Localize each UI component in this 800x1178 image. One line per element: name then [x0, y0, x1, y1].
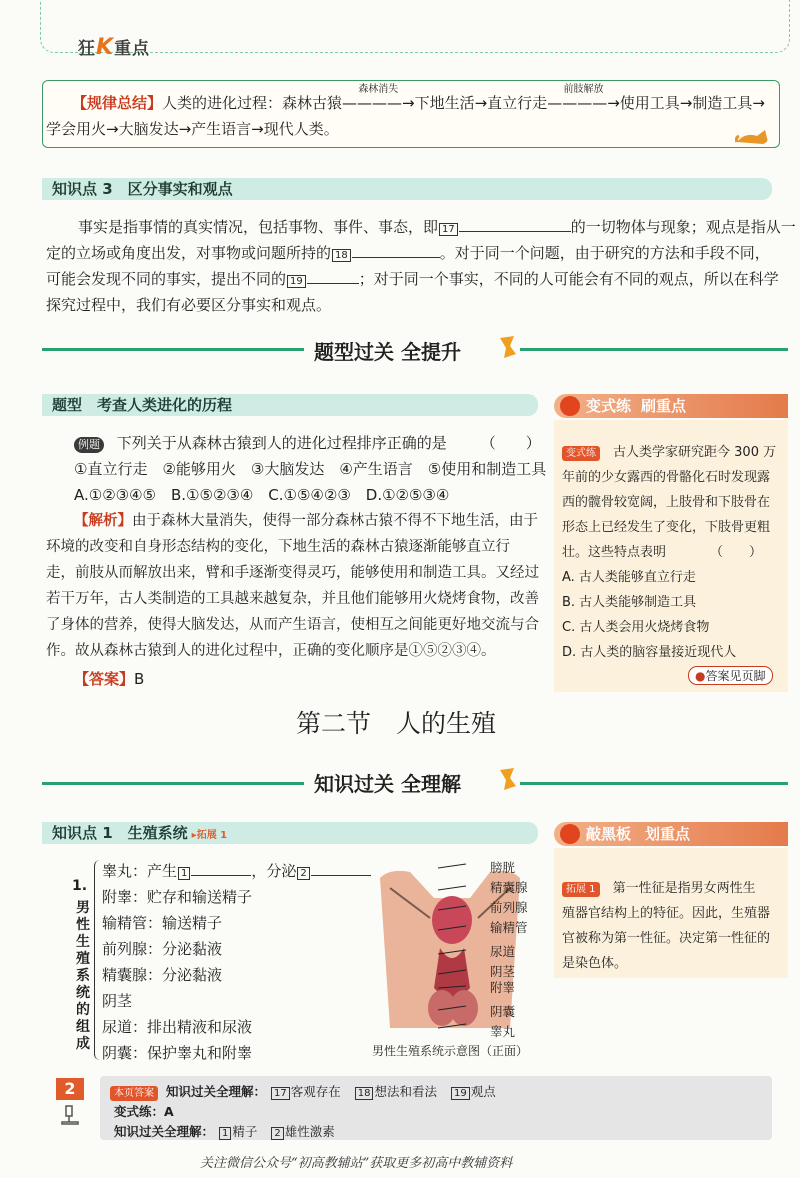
example-items: ①直立行走 ②能够用火 ③大脑发达 ④产生语言 ⑤使用和制造工具 — [74, 460, 547, 478]
brand-logo: 狂K重点 — [78, 35, 151, 60]
kp3-line1: 事实是指事情的真实情况，包括事物、事件、事态，即 17 的一切物体与现象；观点是指从一 — [78, 218, 796, 236]
microscope-icon — [58, 1104, 82, 1126]
rule-summary-line1: 【规律总结】人类的进化过程：森林古猿 森林消失 ————→下地生活→直立行走 前肢解放 ————→使用工具→制造工具→ — [72, 84, 765, 112]
example-question: 例题 下列关于从森林古猿到人的进化过程排序正确的是 （ ） — [74, 430, 541, 456]
section2-rule-right — [520, 782, 788, 785]
chapter-title: 第二节 人的生殖 — [296, 709, 497, 738]
answer-note-badge: ●答案见页脚 — [688, 666, 773, 685]
arrow-forelimb-free: 前肢解放 ————→ — [547, 84, 620, 112]
section-rule-left — [42, 348, 304, 351]
blackboard-text: 拓展 1 第一性征是指男女两性生 殖器官结构上的特征。因此，生殖器 官被称为第一性征。决定第一性征的 是染色体。 — [562, 881, 771, 971]
arrow-forest-disappear: 森林消失 ————→ — [342, 84, 415, 112]
example-options: A.①②③④⑤ B.①⑤②③④ C.①⑤④②③ D.①②⑤③④ — [74, 486, 450, 504]
kp3-line3: 可能会发现不同的事实，提出不同的 19 ；对于同一个事实，不同的人可能会有不同的观点，所以在科学 — [46, 270, 779, 288]
variant-question: 变式练 古人类学家研究距今 300 万 年前的少女露西的骨骼化石时发现露 西的髋骨较宽阔，上肢骨和下肢骨在 形态上已经发生了变化，下肢骨更粗 壮。这些特点表明 （ ） A. 古人类能够直立行走 B. 古人类能够制造工具 C. 古人类会用火烧烤食物 D. 古人类的脑容量接近现代人 — [562, 440, 784, 665]
example-analysis: 【解析】由于森林大量消失，使得一部分森林古猿不得不下地生活，由于 环境的改变和自身形态结构的变化，下地生活的森林古猿逐渐能够直立行 走，前肢从而解放出来，臂和手逐渐变得灵巧，能够使用和制造工具。又经过 若干万年，古人类制造的工具越来越复杂，并且他们能够用火烧烤食物，改善 了身体的营养，使得大脑发达，从而产生语言，使相互之间能更好地交流与合 作。故从森林古猿到人的进化过程中，正确的变化顺序是①⑤②③④。 — [46, 512, 539, 659]
variant-option-b: B. 古人类能够制造工具 — [562, 595, 697, 610]
diagram-labels: 膀胱 精囊腺 前列腺 输精管 尿道 阴茎 附睾 阴囊 睾丸 — [490, 860, 528, 1039]
kp1-title: 知识点 1 生殖系统 ▸拓展 1 — [42, 822, 538, 844]
header-frame — [40, 0, 790, 53]
kp1-rows: 睾丸：产生 1 ，分泌 2 附睾：贮存和输送精子 输精管：输送精子 前列腺：分泌黏液 精囊腺：分泌黏液 阴茎 尿道：排出精液和尿液 阴囊：保护睾丸和附睾 — [102, 858, 371, 1066]
kp1-brace — [94, 860, 101, 1060]
section2-rule-left — [42, 782, 304, 785]
kp1-side-label: 男 性 生 殖 系 统 的 组 成 — [76, 900, 90, 1052]
example-tag: 例题 — [74, 437, 104, 453]
diagram-leader-lines — [462, 862, 464, 1030]
page-number: 2 — [56, 1078, 84, 1100]
lamp-icon — [496, 334, 518, 360]
ext-tag: ▸拓展 1 — [191, 830, 228, 841]
kp3-line4: 探究过程中，我们有必要区分事实和观点。 — [46, 296, 332, 314]
qtype-title: 题型 考查人类进化的历程 — [42, 394, 538, 416]
blackboard-card-head: 敲黑板 划重点 — [554, 822, 788, 846]
kp1-side-num: 1. — [72, 878, 88, 894]
rule-summary-line2: 学会用火→大脑发达→产生语言→现代人类。 — [46, 120, 339, 138]
page-answers-tag: 本页答案 — [110, 1086, 158, 1101]
diagram-caption: 男性生殖系统示意图（正面） — [372, 1044, 529, 1058]
section-rule-right — [520, 348, 788, 351]
lamp-icon-2 — [496, 766, 518, 792]
blackboard-tag: 拓展 1 — [562, 882, 600, 897]
megaphone-icon — [560, 824, 580, 844]
variant-option-d: D. 古人类的脑容量接近现代人 — [562, 645, 737, 660]
kp3-line2: 定的立场或角度出发，对事物或问题所持的 18 。对于同一个问题，由于研究的方法和手段不同， — [46, 244, 770, 262]
example-answer: 【答案】B — [74, 670, 145, 688]
page-answers: 本页答案 知识过关全理解： 17 客观存在 18 想法和看法 19 观点 变式练：A 知识过关全理解： 1 精子 2 雄性激素 — [110, 1082, 496, 1142]
pin-icon: ● — [695, 669, 706, 683]
variant-card-head: 变式练 刷重点 — [554, 394, 788, 418]
fox-icon — [735, 128, 771, 146]
variant-option-c: C. 古人类会用火烧烤食物 — [562, 620, 710, 635]
kp3-title: 知识点 3 区分事实和观点 — [42, 178, 772, 200]
target-icon — [560, 396, 580, 416]
section-title-practice: 题型过关 全提升 — [314, 340, 461, 364]
variant-option-a: A. 古人类能够直立行走 — [562, 570, 696, 585]
section-title-knowledge: 知识过关 全理解 — [314, 772, 461, 796]
variant-tag: 变式练 — [562, 446, 600, 461]
wechat-note: 关注微信公众号“初高教辅站”获取更多初高中教辅资料 — [200, 1156, 513, 1171]
